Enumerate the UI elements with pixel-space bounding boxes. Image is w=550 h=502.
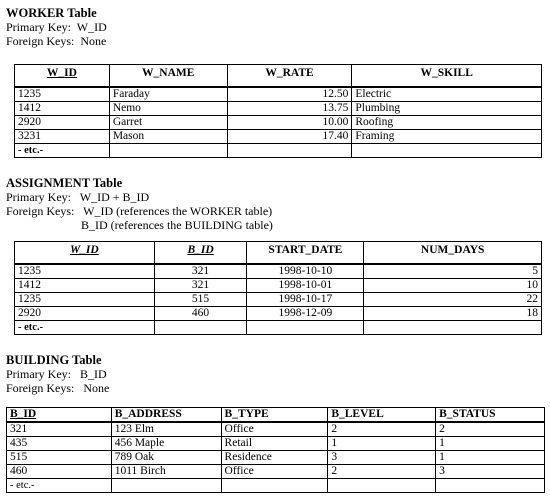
cell: 1412 xyxy=(15,102,110,116)
assignment-foreign-key-2: B_ID (references the BUILDING table) xyxy=(81,218,273,232)
building-section xyxy=(6,353,109,395)
assignment-primary-key: Primary Key: W_ID + B_ID xyxy=(6,190,150,204)
etc-cell: - etc.- xyxy=(15,144,110,158)
cell: 1235 xyxy=(15,264,155,279)
column-header: W_ID xyxy=(15,242,155,265)
table-row xyxy=(15,87,542,102)
cell: 1998-10-10 xyxy=(247,264,364,279)
cell: 1412 xyxy=(15,279,155,293)
worker-primary-key: Primary Key: W_ID xyxy=(6,20,107,34)
cell: 321 xyxy=(154,264,247,279)
cell: 456 Maple xyxy=(111,437,221,451)
cell: 515 xyxy=(154,293,247,307)
cell: 10 xyxy=(364,279,542,293)
cell: 1998-12-09 xyxy=(247,307,364,321)
cell: 1998-10-17 xyxy=(247,293,364,307)
column-header: W_RATE xyxy=(227,65,352,88)
cell: Plumbing xyxy=(352,102,542,116)
table-row xyxy=(15,102,542,116)
table-row xyxy=(7,451,545,465)
cell: 2920 xyxy=(15,116,110,130)
building-table xyxy=(6,407,545,493)
cell: 1235 xyxy=(15,293,155,307)
cell: 2 xyxy=(436,422,545,437)
assignment-table xyxy=(14,241,542,335)
column-header: B_ID xyxy=(7,408,112,423)
cell: Electric xyxy=(352,87,542,102)
cell: Retail xyxy=(221,437,328,451)
table-row-etc xyxy=(15,321,542,335)
worker-title: WORKER Table xyxy=(6,6,97,20)
cell: 515 xyxy=(7,451,112,465)
column-header: NUM_DAYS xyxy=(364,242,542,265)
assignment-section xyxy=(6,176,273,232)
worker-table xyxy=(14,64,542,158)
table-row xyxy=(15,130,542,144)
cell: 3 xyxy=(328,451,436,465)
cell: 17.40 xyxy=(227,130,352,144)
column-header: B_ADDRESS xyxy=(111,408,221,423)
column-header: B_STATUS xyxy=(436,408,545,423)
column-header: B_ID xyxy=(154,242,247,265)
cell: 460 xyxy=(7,465,112,479)
cell: 10.00 xyxy=(227,116,352,130)
column-header: B_LEVEL xyxy=(328,408,436,423)
table-header-row xyxy=(15,242,542,265)
etc-cell: - etc.- xyxy=(15,321,155,335)
column-header: W_NAME xyxy=(109,65,227,88)
table-header-row xyxy=(7,408,545,423)
column-header: START_DATE xyxy=(247,242,364,265)
cell: 1998-10-01 xyxy=(247,279,364,293)
cell: 460 xyxy=(154,307,247,321)
cell: 3 xyxy=(436,465,545,479)
cell: 123 Elm xyxy=(111,422,221,437)
cell: 2 xyxy=(328,465,436,479)
table-row-etc xyxy=(15,144,542,158)
cell: 5 xyxy=(364,264,542,279)
assignment-title: ASSIGNMENT Table xyxy=(6,176,123,190)
column-header: W_ID xyxy=(15,65,110,88)
worker-section xyxy=(6,6,107,48)
cell: 1 xyxy=(436,437,545,451)
table-row xyxy=(15,307,542,321)
column-header: B_TYPE xyxy=(221,408,328,423)
cell: 12.50 xyxy=(227,87,352,102)
cell: 1235 xyxy=(15,87,110,102)
cell: 22 xyxy=(364,293,542,307)
building-title: BUILDING Table xyxy=(6,353,102,367)
cell: Nemo xyxy=(109,102,227,116)
cell: 435 xyxy=(7,437,112,451)
cell: 1 xyxy=(328,437,436,451)
table-row xyxy=(7,465,545,479)
cell: 321 xyxy=(154,279,247,293)
cell: 2 xyxy=(328,422,436,437)
cell: 18 xyxy=(364,307,542,321)
cell: 1011 Birch xyxy=(111,465,221,479)
table-row xyxy=(7,422,545,437)
cell: 321 xyxy=(7,422,112,437)
cell: Faraday xyxy=(109,87,227,102)
etc-cell: - etc.- xyxy=(7,479,112,493)
cell: 1 xyxy=(436,451,545,465)
table-row xyxy=(15,116,542,130)
cell: 3231 xyxy=(15,130,110,144)
cell: 13.75 xyxy=(227,102,352,116)
cell: Garret xyxy=(109,116,227,130)
cell: Office xyxy=(221,422,328,437)
cell: Office xyxy=(221,465,328,479)
assignment-foreign-keys: Foreign Keys: W_ID (references the WORKER table) xyxy=(6,204,273,218)
table-row xyxy=(15,279,542,293)
table-row xyxy=(7,437,545,451)
cell: Roofing xyxy=(352,116,542,130)
cell: 2920 xyxy=(15,307,155,321)
column-header: W_SKILL xyxy=(352,65,542,88)
cell: Mason xyxy=(109,130,227,144)
building-foreign-keys: Foreign Keys: None xyxy=(6,381,110,395)
worker-foreign-keys: Foreign Keys: None xyxy=(6,34,107,48)
table-row xyxy=(15,264,542,279)
table-row-etc xyxy=(7,479,545,493)
table-header-row xyxy=(15,65,542,88)
cell: 789 Oak xyxy=(111,451,221,465)
building-primary-key: Primary Key: B_ID xyxy=(6,367,107,381)
cell: Residence xyxy=(221,451,328,465)
table-row xyxy=(15,293,542,307)
cell: Framing xyxy=(352,130,542,144)
